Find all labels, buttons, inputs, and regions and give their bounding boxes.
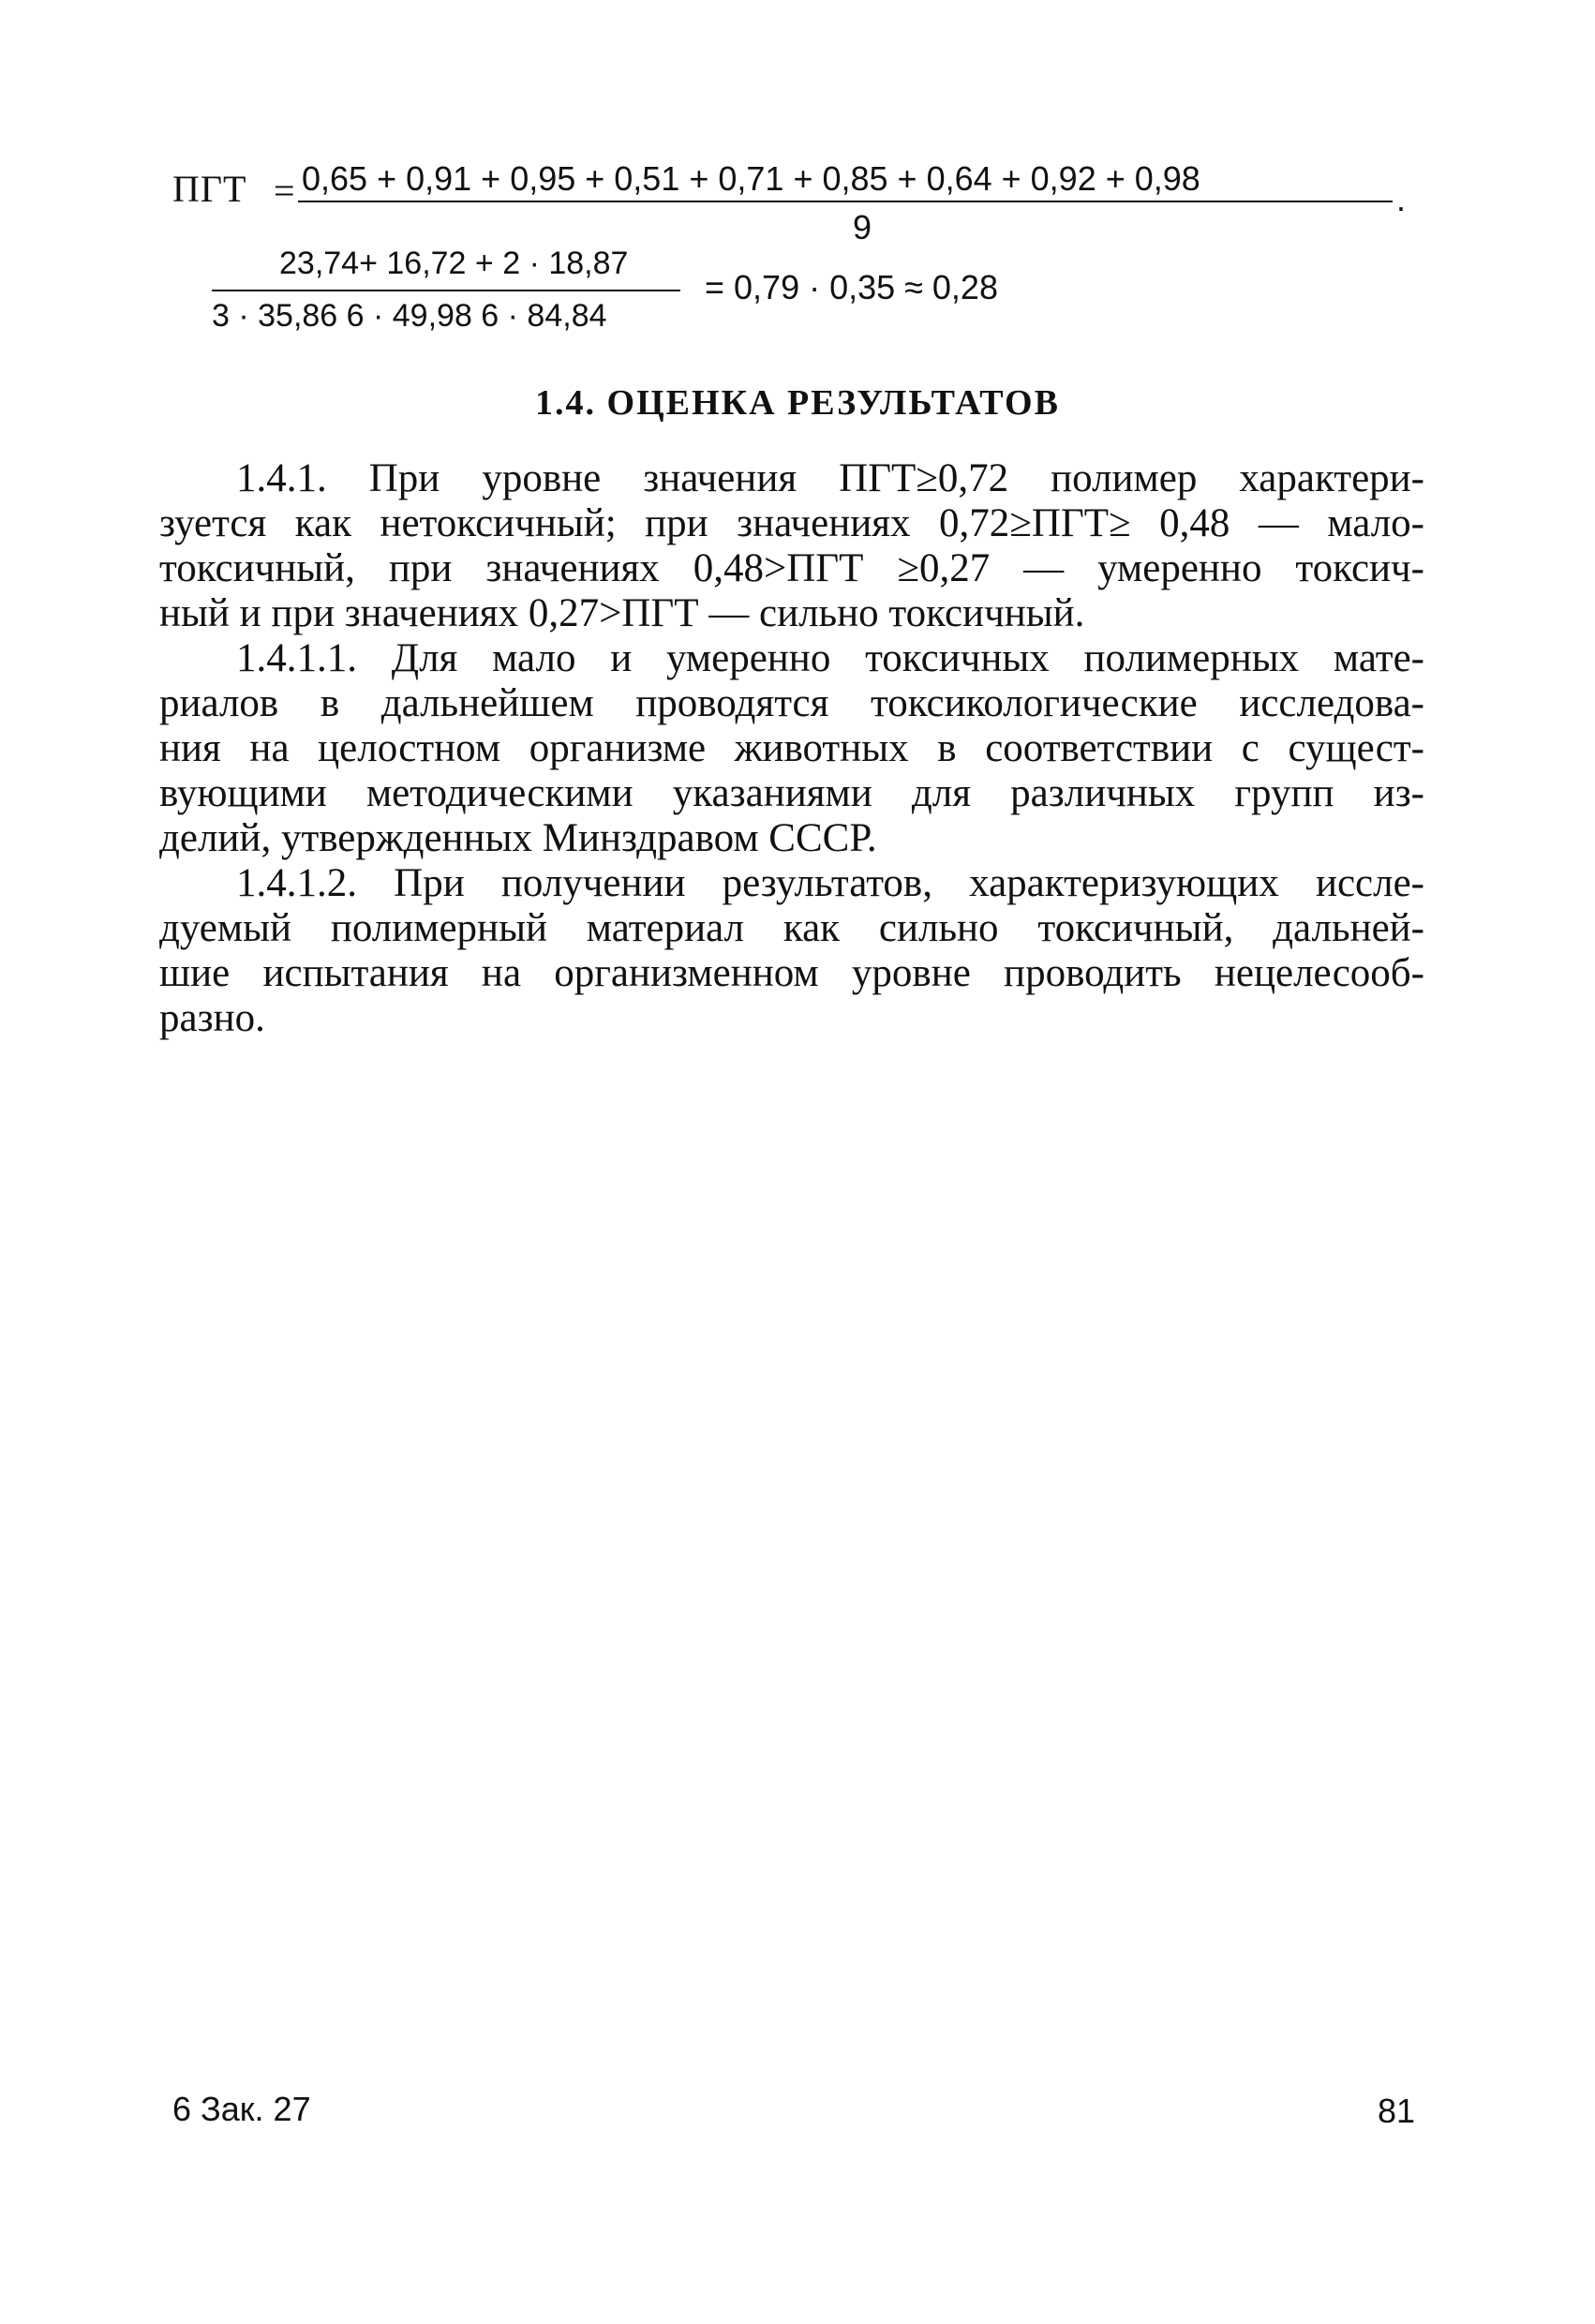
formula-numerator: 0,65 + 0,91 + 0,95 + 0,51 + 0,71 + 0,85 + 0,64 + 0,92 + 0,98 [302, 159, 1200, 198]
formula2-denominator: 3 · 35,86 6 · 49,98 6 · 84,84 [212, 298, 607, 334]
page-number: 81 [1378, 2092, 1416, 2130]
text-line: вующими методическими указаниями для различных групп из- [159, 771, 1424, 815]
formula2-numerator: 23,74+ 16,72 + 2 · 18,87 [279, 246, 629, 281]
text-line: токсичный, при значениях 0,48>ПГТ ≥0,27 — умеренно токсич- [159, 546, 1424, 590]
text-line: шие испытания на организменном уровне проводить нецелесооб- [159, 951, 1424, 995]
body-text [159, 456, 1424, 1041]
text-line: риалов в дальнейшем проводятся токсикологические исследова- [159, 681, 1424, 725]
formula-equals: = [274, 170, 295, 212]
text-line: зуется как нетоксичный; при значениях 0,72≥ПГТ≥ 0,48 — мало- [159, 501, 1424, 545]
formula-label: ПГТ [172, 168, 247, 210]
text-line: дуемый полимерный материал как сильно токсичный, дальней- [159, 906, 1424, 950]
fraction-bar [298, 201, 1393, 202]
formula-end-dot: . [1396, 180, 1407, 218]
text-line: 1.4.1. При уровне значения ПГТ≥0,72 полимер характери- [236, 456, 1424, 500]
text-line: ния на целостном организме животных в соответствии с сущест- [159, 726, 1424, 770]
fraction-bar-2 [212, 290, 680, 291]
formula-denominator: 9 [852, 208, 872, 246]
text-line: ный и при значениях 0,27>ПГТ — сильно токсичный. [159, 591, 1085, 635]
section-title: 1.4. ОЦЕНКА РЕЗУЛЬТАТОВ [535, 383, 1060, 423]
text-line: 1.4.1.1. Для мало и умеренно токсичных полимерных мате- [236, 636, 1424, 680]
text-line: 1.4.1.2. При получении результатов, характеризующих иссле- [236, 861, 1424, 905]
text-line: делий, утвержденных Минздравом СССР. [159, 816, 877, 860]
formula2-result: = 0,79 · 0,35 ≈ 0,28 [705, 268, 998, 306]
text-line: разно. [159, 996, 265, 1040]
footer-order-number: 6 Зак. 27 [172, 2090, 311, 2128]
